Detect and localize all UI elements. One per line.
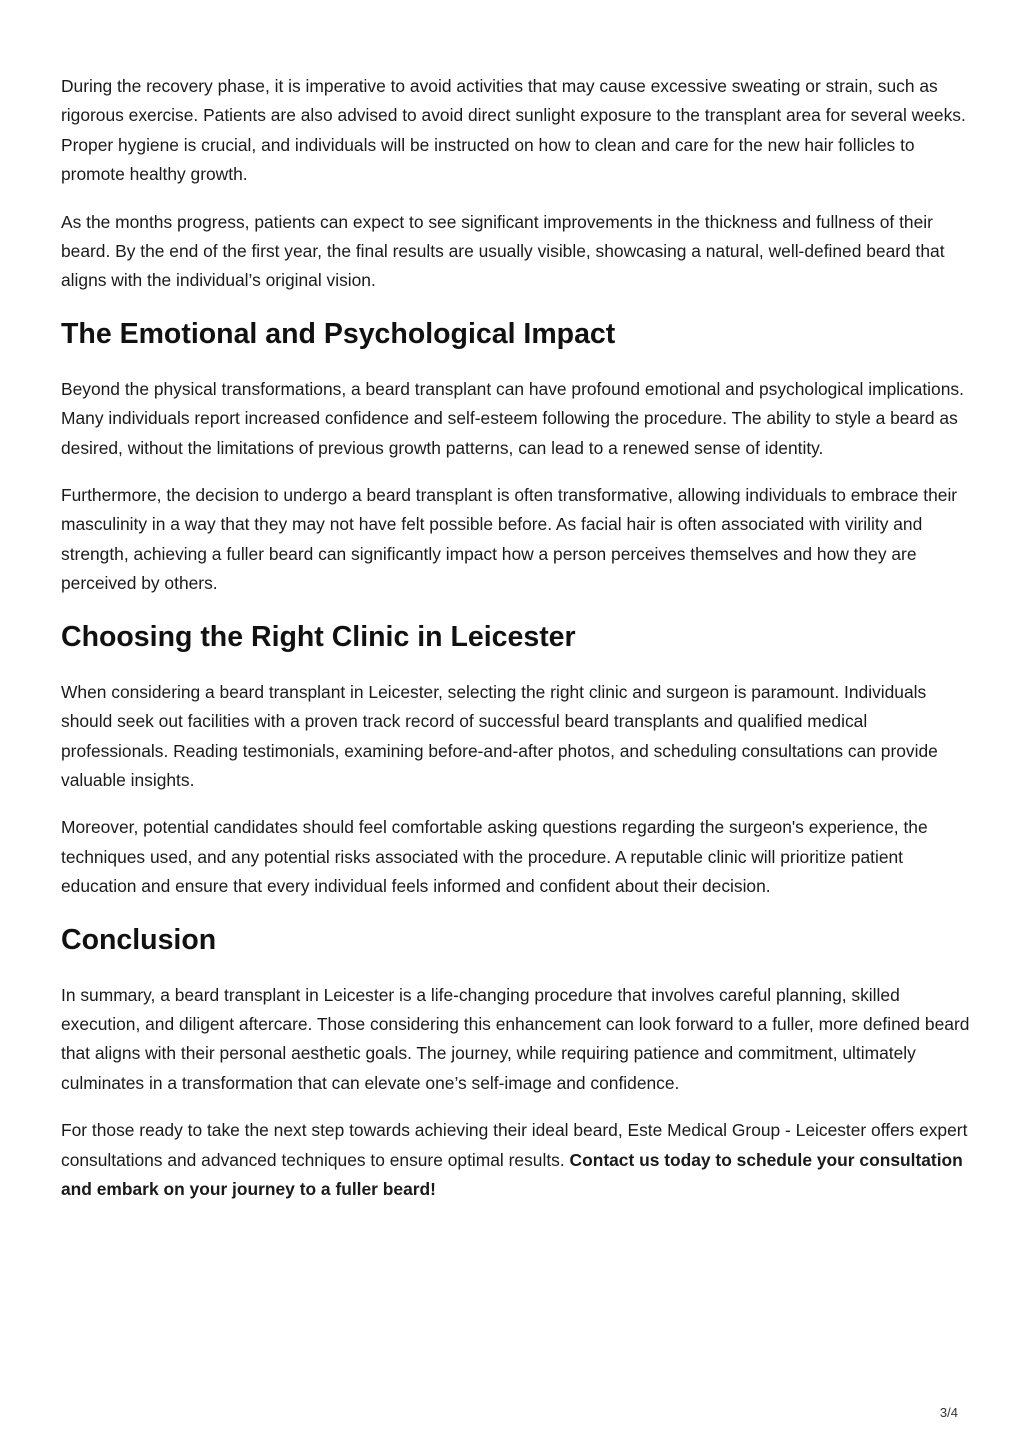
call-to-action-text: Contact us today to schedule your consultation and embark on your journey to a fuller beard! — [61, 1149, 963, 1199]
conclusion-paragraph-2-text: For those ready to take the next step towards achieving their ideal beard, Este Medical Group - Leicester offers expert consultations and advanced techniques to ensure optimal results. — [61, 1120, 968, 1170]
conclusion-paragraph-2 — [61, 1116, 971, 1204]
document-page — [61, 72, 971, 1222]
progress-paragraph: As the months progress, patients can expect to see significant improvements in the thickness and fullness of their beard. By the end of the first year, the final results are usually visible, showcasing a natural, well-defined beard that aligns with the individual’s original vision. — [61, 211, 945, 291]
clinic-paragraph-2: Moreover, potential candidates should feel comfortable asking questions regarding the surgeon's experience, the techniques used, and any potential risks associated with the procedure. A reputable clinic will prioritize patient education and ensure that every individual feels informed and confident about their decision. — [61, 817, 928, 897]
emotional-paragraph-1: Beyond the physical transformations, a beard transplant can have profound emotional and psychological implications. Many individuals report increased confidence and self-esteem following the procedure. The ability to style a beard as desired, without the limitations of previous growth patterns, can lead to a renewed sense of identity. — [61, 378, 964, 458]
conclusion-heading: Conclusion — [61, 923, 217, 956]
choosing-clinic-heading: Choosing the Right Clinic in Leicester — [61, 620, 576, 653]
conclusion-paragraph-1: In summary, a beard transplant in Leicester is a life-changing procedure that involves careful planning, skilled execution, and diligent aftercare. Those considering this enhancement can look forward to a fuller, more defined beard that aligns with their personal aesthetic goals. The journey, while requiring patience and commitment, ultimately culminates in a transformation that can elevate one’s self-image and confidence. — [61, 984, 970, 1093]
page-number: 3/4 — [939, 1405, 958, 1420]
clinic-paragraph-1: When considering a beard transplant in Leicester, selecting the right clinic and surgeon is paramount. Individuals should seek out facilities with a proven track record of successful beard transplants and qualified medical professionals. Reading testimonials, examining before-and-after photos, and scheduling consultations can provide valuable insights. — [61, 681, 938, 790]
emotional-impact-heading: The Emotional and Psychological Impact — [61, 317, 616, 350]
emotional-paragraph-2: Furthermore, the decision to undergo a beard transplant is often transformative, allowing individuals to embrace their masculinity in a way that they may not have felt possible before. As facial hair is often associated with virility and strength, achieving a fuller beard can significantly impact how a person perceives themselves and how they are perceived by others. — [61, 485, 958, 594]
recovery-paragraph: During the recovery phase, it is imperative to avoid activities that may cause excessive sweating or strain, such as rigorous exercise. Patients are also advised to avoid direct sunlight exposure to the transplant area for several weeks. Proper hygiene is crucial, and individuals will be instructed on how to clean and care for the new hair follicles to promote healthy growth. — [61, 76, 966, 185]
